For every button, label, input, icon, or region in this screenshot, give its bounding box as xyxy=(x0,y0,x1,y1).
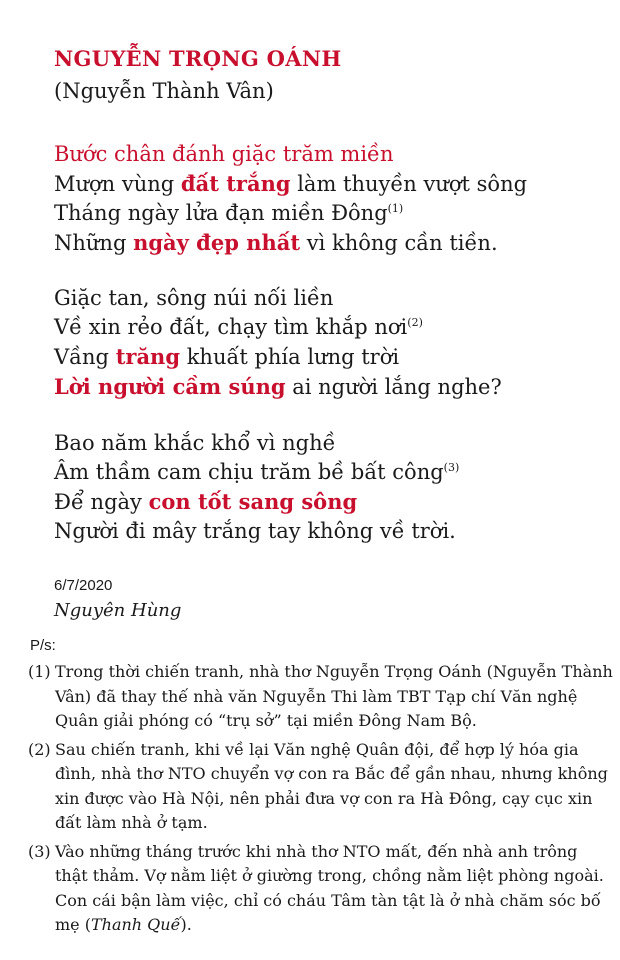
stanza-2-line-4 xyxy=(54,372,502,402)
footnote-ref: (1) xyxy=(387,202,404,215)
stanza-3 xyxy=(54,429,459,546)
footnote-line: Vân) đã thay thế nhà văn Nguyễn Thi làm TBT Tạp chí Văn nghệ xyxy=(55,686,578,706)
footnote-1 xyxy=(28,660,613,734)
stanza-2 xyxy=(54,284,502,402)
highlight-text: ngày đẹp nhất xyxy=(133,230,301,255)
text-segment: làm thuyền vượt sông xyxy=(290,172,528,196)
highlight-text: đất trắng xyxy=(180,171,291,196)
text-segment: Về xin rẻo đất, chạy tìm khắp nơi xyxy=(54,315,408,339)
stanza-3-line-4: Người đi mây trắng tay không về trời. xyxy=(54,519,456,543)
poem-subtitle: (Nguyễn Thành Vân) xyxy=(54,79,274,103)
stanza-2-line-3 xyxy=(54,342,502,372)
stanza-1 xyxy=(54,140,527,258)
footnote-line: đình, nhà thơ NTO chuyển vợ con ra Bắc để gần nhau, nhưng không xyxy=(55,764,608,783)
footnote-line: đất làm nhà ở tạm. xyxy=(55,813,208,832)
footnote-2 xyxy=(28,738,608,836)
footnote-ref: (3) xyxy=(443,461,460,474)
footnote-text xyxy=(55,840,604,938)
footnote-line: thật thảm. Vợ nằm liệt ở giường trong, chồng nằm liệt phòng ngoài. xyxy=(55,866,604,885)
stanza-1-line-2 xyxy=(54,169,527,199)
poem-date: 6/7/2020 xyxy=(54,577,113,594)
text-segment: ). xyxy=(180,915,192,934)
footnote-line: Quân giải phóng có “trụ sở” tại miền Đông Nam Bộ. xyxy=(55,711,477,730)
text-segment: Âm thầm cam chịu trăm bề bất công xyxy=(54,460,444,484)
text-segment: Tháng ngày lửa đạn miền Đông xyxy=(54,201,388,225)
poem-title: NGUYỄN TRỌNG OÁNH xyxy=(54,46,342,71)
stanza-1-line-3 xyxy=(54,199,527,228)
stanza-1-line-1: Bước chân đánh giặc trăm miền xyxy=(54,142,394,166)
footnote-number: (3) xyxy=(28,841,51,861)
footnote-number: (1) xyxy=(28,662,51,681)
stanza-3-line-2 xyxy=(54,458,459,487)
text-segment: khuất phía lưng trời xyxy=(180,345,400,369)
highlight-text: Lời người cầm súng xyxy=(54,374,286,399)
text-segment: mẹ ( xyxy=(55,915,91,934)
text-segment: Vầng xyxy=(54,345,116,369)
footnotes xyxy=(28,660,613,942)
footnote-line: Vào những tháng trước khi nhà thơ NTO mất, đến nhà anh trông xyxy=(55,841,578,861)
stanza-2-line-1: Giặc tan, sông núi nối liền xyxy=(54,286,334,310)
text-segment: Mượn vùng xyxy=(54,172,181,196)
stanza-1-line-4 xyxy=(54,228,527,258)
footnote-line: Trong thời chiến tranh, nhà thơ Nguyễn Trọng Oánh (Nguyễn Thành xyxy=(55,662,613,681)
stanza-3-line-1: Bao năm khắc khổ vì nghề xyxy=(54,431,336,455)
text-segment: Để ngày xyxy=(54,490,149,514)
footnote-line xyxy=(55,913,604,938)
footnote-ref: (2) xyxy=(407,316,423,329)
highlight-text: trăng xyxy=(115,344,181,369)
footnote-number: (2) xyxy=(28,739,51,759)
poem-author: Nguyên Hùng xyxy=(54,600,182,621)
footnote-text xyxy=(55,738,608,836)
footnote-text xyxy=(55,660,613,734)
footnote-3 xyxy=(28,840,604,938)
stanza-2-line-2 xyxy=(54,313,502,342)
italic-name: Thanh Quế xyxy=(90,915,181,934)
footnote-line: xin được vào Hà Nội, nên phải đưa vợ con ra Hà Đông, cạy cục xin xyxy=(55,788,593,808)
footnote-line: Sau chiến tranh, khi về lại Văn nghệ Quân đội, để hợp lý hóa gia xyxy=(55,739,579,759)
stanza-3-line-3 xyxy=(54,487,459,517)
text-segment: Những xyxy=(54,231,134,255)
footnote-line: Con cái bận làm việc, chỉ có cháu Tâm tàn tật là ở nhà chăm sóc bố xyxy=(55,890,601,910)
ps-label: P/s: xyxy=(30,637,56,654)
text-segment: ai người lắng nghe? xyxy=(285,375,502,399)
highlight-text: con tốt sang sông xyxy=(148,489,358,514)
text-segment: vì không cần tiền. xyxy=(300,231,498,255)
